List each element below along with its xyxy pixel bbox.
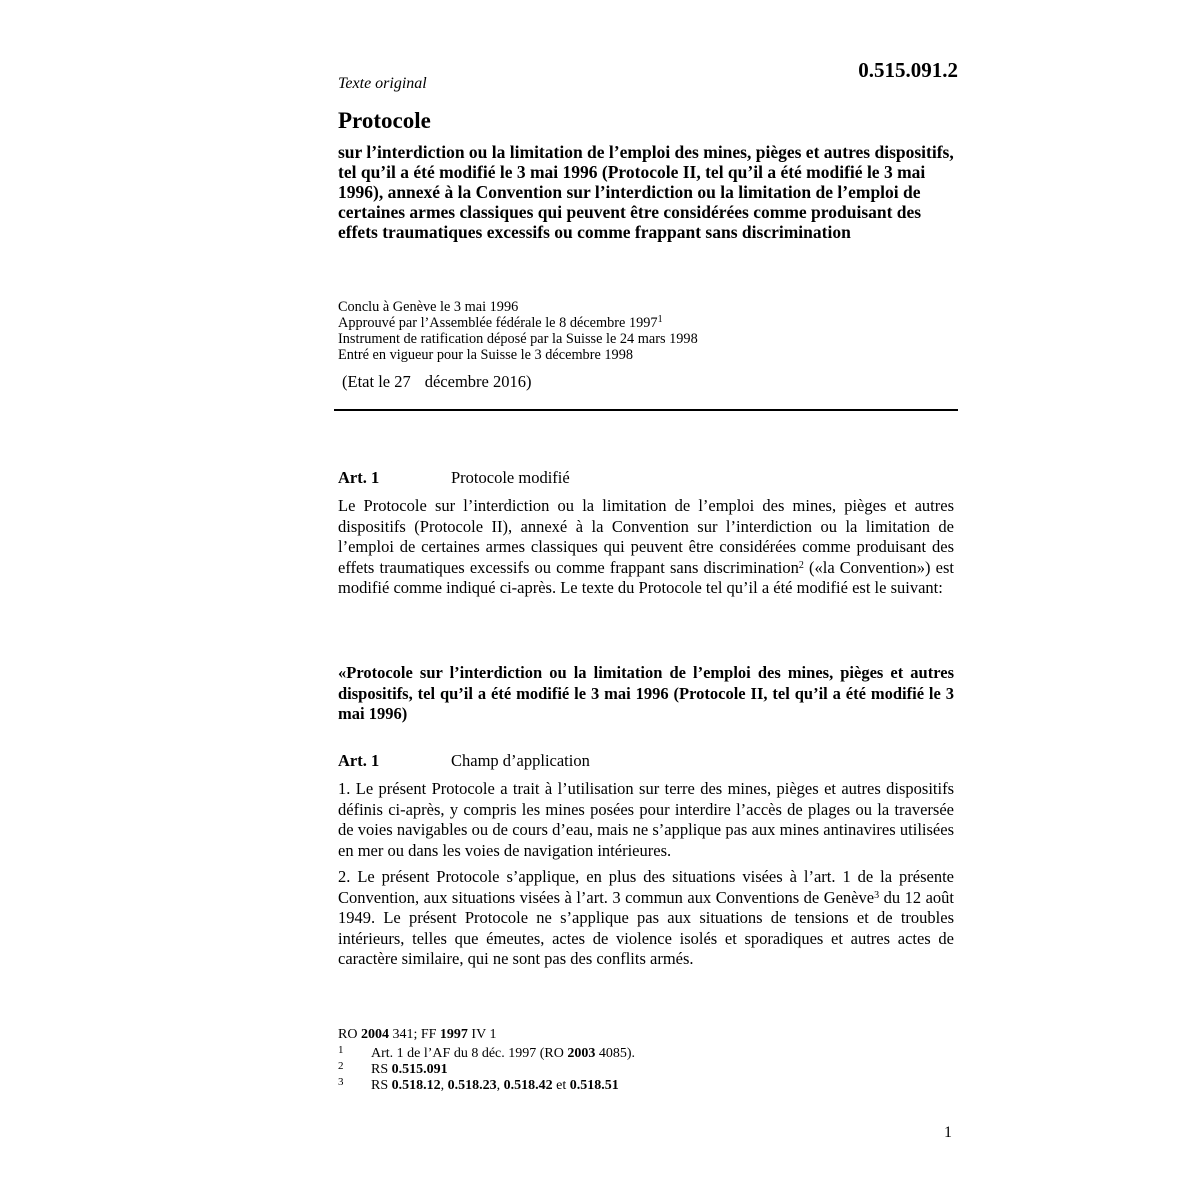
fn1-c: 4085). (595, 1046, 636, 1061)
footnote-ref-3[interactable]: 3 (874, 889, 880, 901)
document-subtitle: sur l’interdiction ou la limitation de l’emploi des mines, pièges et autres dispositifs, tel qu’il a été modifié le 3 mai 1996 (Protocole II, tel qu’il a été modifié le 3 mai 1996), annexé à la Convention sur l’interdiction ou la limitation de l’emploi de certaines armes classiques qui peuvent être considérées comme produisant des effets traumatiques excessifs ou comme frappant sans discrimination (338, 142, 954, 242)
document-title: Protocole (338, 108, 431, 133)
fn3-a: RS (371, 1078, 392, 1093)
scope-paragraph-2 (338, 867, 954, 970)
scope-p2-b: du 12 août 1949. Le présent Protocole ne s’applique pas aux situations de tensions et de troubles intérieurs, telles que émeutes, actes de violence isolés et sporadiques et autres actes de caractère similaire, qui ne sont pas des conflits armés. (338, 887, 954, 968)
meta-entry: Entré en vigueur pour la Suisse le 3 décembre 1998 (338, 347, 633, 363)
fn2-b: 0.515.091 (391, 1062, 448, 1077)
article-title: Protocole modifié (451, 468, 570, 487)
footnote-text-3[interactable] (371, 1078, 619, 1094)
scope-paragraph-1: 1. Le présent Protocole a trait à l’utilisation sur terre des mines, pièges et autres dispositifs définis ci-après, y compris les mines posées pour interdire l’accès de plages ou la traversée de voies navigables ou de cours d’eau, mais ne s’applique pas aux mines antinavires utilisées en mer ou dans les voies de navigation intérieures. (338, 779, 954, 860)
article-number: Art. 1 (338, 468, 380, 487)
ro-label: RO (338, 1027, 361, 1042)
footnote-text-2[interactable] (371, 1062, 448, 1078)
fn2-a: RS (371, 1062, 392, 1077)
document-metadata (338, 299, 698, 363)
meta-approved-text: Approuvé par l’Assemblée fédérale le 8 décembre 1997 (338, 315, 658, 331)
ff-rest: IV 1 (467, 1027, 497, 1042)
footnote-number-1: 1 (338, 1044, 344, 1056)
ro-year: 2004 (360, 1027, 389, 1042)
article-heading-scope (338, 751, 590, 771)
article-body-scope (338, 779, 954, 970)
article-number-scope: Art. 1 (338, 751, 380, 770)
fn1-a: Art. 1 de l’AF du 8 déc. 1997 (RO (371, 1046, 568, 1061)
fn3-c: , (440, 1078, 448, 1093)
fn3-g: et (552, 1078, 570, 1093)
fn3-f: 0.518.42 (503, 1078, 553, 1093)
status-date-b: décembre 2016) (424, 372, 532, 391)
ff-year: 1997 (439, 1027, 468, 1042)
quoted-protocol-title: «Protocole sur l’interdiction ou la limitation de l’emploi des mines, pièges et autres dispositifs, tel qu’il a été modifié le 3 mai 1996 (Protocole II, tel qu’il a été modifié le 3 mai 1996) (338, 663, 954, 723)
meta-ratification: Instrument de ratification déposé par la Suisse le 24 mars 1998 (338, 331, 698, 347)
article-text-b: («la Convention») est modifié comme indiqué ci-après. Le texte du Protocole tel qu’il a été modifié est le suivant: (338, 557, 954, 597)
original-text-label: Texte original (338, 75, 427, 92)
status-date-a: (Etat le 27 (342, 372, 411, 391)
article-title-scope: Champ d’application (451, 751, 590, 770)
meta-concluded: Conclu à Genève le 3 mai 1996 (338, 299, 519, 315)
fn3-h: 0.518.51 (569, 1078, 619, 1093)
fn3-d: 0.518.23 (447, 1078, 497, 1093)
header-divider (334, 409, 958, 411)
article-body (338, 496, 954, 599)
ro-page: 341; FF (388, 1027, 440, 1042)
status-date (342, 372, 531, 392)
scope-p2-a: 2. Le présent Protocole s’applique, en plus des situations visées à l’art. 1 de la présente Convention, aux situations visées à l’art. 3 commun aux Conventions de Genève (338, 867, 954, 907)
publication-reference (338, 1027, 496, 1043)
fn1-b: 2003 (567, 1046, 596, 1061)
footnote-number-2: 2 (338, 1060, 344, 1072)
article-heading (338, 468, 570, 488)
footnote-number-3: 3 (338, 1076, 344, 1088)
footnote-ref-2[interactable]: 2 (798, 559, 804, 571)
document-page (338, 0, 958, 1200)
systematic-number: 0.515.091.2 (858, 58, 958, 82)
footnote-ref-1[interactable]: 1 (657, 314, 663, 325)
meta-approved (338, 315, 698, 331)
page-number: 1 (944, 1124, 952, 1141)
footnote-text-1 (371, 1046, 635, 1062)
article-paragraph (338, 496, 954, 599)
fn3-b: 0.518.12 (391, 1078, 441, 1093)
article-text-a: Le Protocole sur l’interdiction ou la limitation de l’emploi des mines, pièges et autres dispositifs (Protocole II), annexé à la Convention sur l’interdiction ou la limitation de l’emploi de certaines armes classiques qui peuvent être considérées comme produisant des effets traumatiques excessifs ou comme frappant sans discrimination (338, 496, 954, 577)
fn3-e: , (496, 1078, 504, 1093)
